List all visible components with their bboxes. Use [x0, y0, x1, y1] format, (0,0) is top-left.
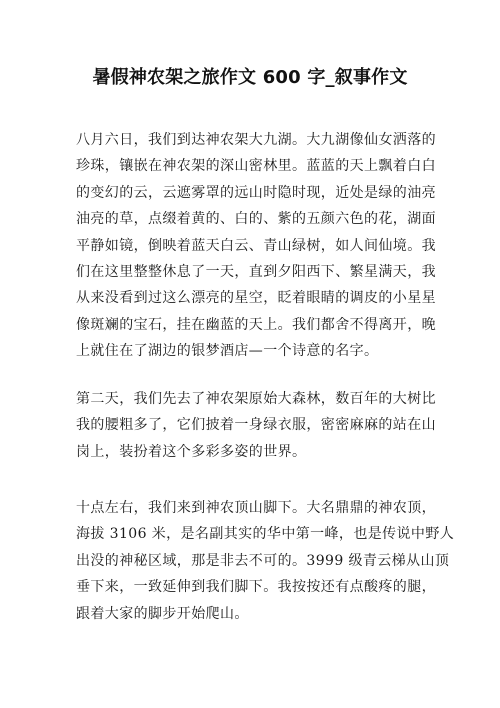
text-line: 岗上，装扮着这个多彩多姿的世界。: [76, 443, 307, 460]
text-line: 第二天，我们先去了神农架原始大森林，数百年的大树比: [76, 391, 436, 407]
text-line: 八月六日，我们到达神农架大九湖。大九湖像仙女洒落的: [76, 132, 436, 148]
text-line: 的变幻的云，云遮雾罩的远山时隐时现，近处是绿的油亮: [76, 184, 436, 201]
document-title: 暑假神农架之旅作文 600 字_叙事作文: [92, 67, 408, 88]
text-line: 珍珠，镶嵌在神农架的深山密林里。蓝蓝的天上飘着白白: [76, 158, 436, 175]
text-line: 从来没看到过这么漂亮的星空，眨着眼睛的调皮的小星星: [76, 290, 436, 307]
text-line: 们在这里整整休息了一天，直到夕阳西下、繁星满天，我: [76, 263, 436, 280]
text-line: 垂下来，一致延伸到我们脚下。我按按还有点酸疼的腿，: [76, 579, 436, 596]
text-line: 我的腰粗多了，它们披着一身绿衣服，密密麻麻的站在山: [76, 417, 436, 434]
text-line: 油亮的草，点缀着黄的、白的、紫的五颜六色的花，湖面: [76, 211, 436, 228]
text-line: 十点左右，我们来到神农顶山脚下。大名鼎鼎的神农顶，: [76, 500, 436, 516]
text-line: 上就住在了湖边的银梦酒店—一个诗意的名字。: [76, 343, 379, 360]
text-line: 海拔 3106 米，是名副其实的华中第一峰，也是传说中野人: [76, 526, 455, 543]
text-line: 出没的神秘区域，那是非去不可的。3999 级青云梯从山顶: [76, 552, 450, 569]
paragraph-1: [76, 127, 436, 365]
text-line: 跟着大家的脚步开始爬山。: [76, 605, 249, 622]
text-line: 平静如镜，倒映着蓝天白云、青山绿树，如人间仙境。我: [76, 237, 436, 254]
paragraph-2: [76, 386, 436, 465]
paragraph-3: [76, 495, 455, 627]
text-line: 像斑斓的宝石，挂在幽蓝的天上。我们都舍不得离开，晚: [76, 316, 436, 333]
